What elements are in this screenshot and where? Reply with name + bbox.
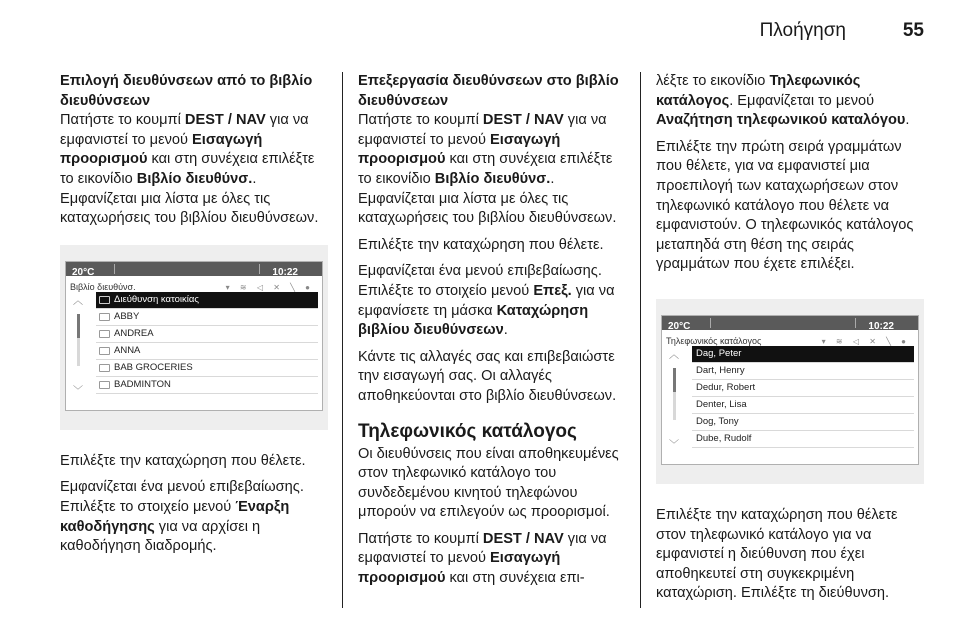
bold-text: Βιβλίο διευθύνσ. bbox=[434, 170, 551, 187]
temperature: 20°C bbox=[72, 266, 95, 278]
paragraph: Επιλέξτε την πρώτη σειρά γραμμάτων που θέλετε, για να εμφανιστεί μια προεπιλογή των καταχωρήσεων στον τηλεφωνικό κατάλογο που θέλετε να εμφανιστούν. Ο τηλεφωνικός κατάλογος μεταπηδά στη θέση της σειράς γραμμάτων που έχετε επιλέξει. bbox=[656, 138, 914, 273]
text: Εμφανίζεται ένα μενού επιβεβαίωσης. Επιλέξτε το στοιχείο μενού bbox=[60, 479, 304, 515]
paragraph bbox=[656, 72, 926, 131]
list-item[interactable]: ANNA bbox=[96, 343, 318, 360]
text: και στη συνέχεια επι- bbox=[445, 570, 585, 587]
list-item[interactable]: ANDREA bbox=[96, 326, 318, 343]
paragraph: Κάντε τις αλλαγές σας και επιβεβαιώστε την εισαγωγή σας. Οι αλλαγές αποθηκεύονται στο βιβλίο διευθύνσεων. bbox=[358, 348, 617, 404]
paragraph: Επιλέξτε την καταχώρηση που θέλετε. bbox=[60, 452, 306, 469]
contact-icon bbox=[99, 364, 110, 372]
bold-text: Έναρξη καθοδήγησης bbox=[60, 498, 290, 535]
contact-icon bbox=[99, 313, 110, 321]
list-item[interactable]: BADMINTON bbox=[96, 377, 318, 394]
home-icon bbox=[99, 296, 110, 304]
chevron-up-icon[interactable]: ︿ bbox=[73, 295, 83, 307]
status-icons: ▾ ≋ ◁ ✕ ╲ ● bbox=[225, 282, 314, 292]
text: . Εμφανίζεται μια λίστα με όλες τις καταχωρήσεις του βιβλίου διευθύνσεων. bbox=[358, 170, 617, 227]
display bbox=[661, 315, 919, 465]
text: και στη συνέχεια επιλέξτε το εικονίδιο bbox=[60, 151, 315, 187]
column-1 bbox=[60, 72, 328, 564]
paragraph: Επιλέξτε την καταχώρηση που θέλετε στον τηλεφωνικό κατάλογο για να εμφανιστεί η διεύθυνση που έχει αποθηκευτεί στη συγκεκριμένη καταχώριση. Επιλέξτε τη διεύθυνση. bbox=[656, 506, 898, 602]
text: και στη συνέχεια επιλέξτε το εικονίδιο bbox=[358, 151, 613, 187]
paragraph bbox=[358, 111, 626, 229]
address-list bbox=[96, 292, 318, 394]
text: . Εμφανίζεται το μενού bbox=[729, 92, 875, 109]
paragraph bbox=[60, 111, 328, 229]
display bbox=[65, 261, 323, 411]
scrollbar-thumb[interactable] bbox=[673, 368, 676, 392]
scrollbar-thumb[interactable] bbox=[77, 314, 80, 338]
status-icons: ▾ ≋ ◁ ✕ ╲ ● bbox=[821, 336, 910, 346]
contact-icon bbox=[99, 347, 110, 355]
separator bbox=[114, 264, 115, 274]
page-header bbox=[0, 0, 960, 58]
subheading: Επεξεργασία διευθύνσεων στο βιβλίο διευθύνσεων bbox=[358, 73, 619, 109]
list-item[interactable]: Διεύθυνση κατοικίας bbox=[96, 292, 318, 309]
separator bbox=[259, 264, 260, 274]
bold-text: Εισαγωγή προορισμού bbox=[358, 550, 561, 587]
bold-text: DEST / NAV bbox=[184, 112, 266, 129]
bold-text: Τηλεφωνικός κατάλογος bbox=[656, 73, 861, 109]
text: για να εμφανιστεί το μενού bbox=[358, 530, 607, 567]
column-divider bbox=[640, 72, 641, 608]
chevron-down-icon[interactable]: ﹀ bbox=[73, 386, 83, 398]
text: λέξτε το εικονίδιο bbox=[656, 73, 770, 89]
column-3 bbox=[656, 72, 926, 611]
screenshot-phone-book bbox=[656, 299, 924, 484]
list-item[interactable]: Dart, Henry bbox=[692, 363, 914, 380]
clock: 10:22 bbox=[272, 266, 298, 278]
status-bar bbox=[662, 316, 918, 330]
paragraph: Επιλέξτε την καταχώρηση που θέλετε. bbox=[358, 236, 604, 253]
list-item[interactable]: Dube, Rudolf bbox=[692, 431, 914, 448]
display-title: Τηλεφωνικός κατάλογος bbox=[666, 335, 762, 346]
bold-text: DEST / NAV bbox=[482, 112, 564, 129]
bold-text: Καταχώρηση βιβλίου διευθύνσεων bbox=[358, 302, 589, 339]
text: για να εμφανιστεί το μενού bbox=[358, 112, 607, 148]
status-bar bbox=[66, 262, 322, 276]
display-title: Βιβλίο διευθύνσ. bbox=[70, 281, 136, 292]
contact-icon bbox=[99, 330, 110, 338]
separator bbox=[855, 318, 856, 328]
list-item[interactable]: BAB GROCERIES bbox=[96, 360, 318, 377]
column-2 bbox=[358, 72, 626, 596]
text: . bbox=[503, 322, 508, 339]
text: . bbox=[905, 112, 910, 129]
page-number: 55 bbox=[902, 20, 924, 41]
text: Πατήστε το κουμπί bbox=[60, 112, 185, 129]
list-item[interactable]: Dedur, Robert bbox=[692, 380, 914, 397]
column-divider bbox=[342, 72, 343, 608]
temperature: 20°C bbox=[668, 320, 691, 332]
screenshot-address-book bbox=[60, 245, 328, 430]
paragraph bbox=[60, 478, 328, 556]
text: Πατήστε το κουμπί bbox=[358, 530, 483, 547]
bold-text: Εισαγωγή προορισμού bbox=[358, 131, 561, 168]
paragraph bbox=[358, 262, 626, 340]
bold-text: Εισαγωγή προορισμού bbox=[60, 131, 263, 168]
separator bbox=[710, 318, 711, 328]
text: για να εμφανίσετε τη μάσκα bbox=[358, 282, 615, 319]
chevron-down-icon[interactable]: ﹀ bbox=[669, 440, 679, 452]
contact-icon bbox=[99, 381, 110, 389]
list-item[interactable]: Dog, Tony bbox=[692, 414, 914, 431]
contact-list bbox=[692, 346, 914, 448]
list-item[interactable]: ABBY bbox=[96, 309, 318, 326]
bold-text: DEST / NAV bbox=[482, 530, 564, 547]
text: . Εμφανίζεται μια λίστα με όλες τις καταχωρήσεις του βιβλίου διευθύνσεων. bbox=[60, 170, 319, 227]
paragraph bbox=[358, 530, 626, 589]
bold-text: Επεξ. bbox=[533, 282, 572, 299]
subheading: Επιλογή διευθύνσεων από το βιβλίο διευθύνσεων bbox=[60, 73, 313, 109]
text: για να αρχίσει η καθοδήγηση διαδρομής. bbox=[60, 518, 261, 555]
text: για να εμφανιστεί το μενού bbox=[60, 112, 309, 148]
bold-text: Βιβλίο διευθύνσ. bbox=[136, 170, 253, 187]
text: Εμφανίζεται ένα μενού επιβεβαίωσης. Επιλέξτε το στοιχείο μενού bbox=[358, 263, 602, 299]
text: Πατήστε το κουμπί bbox=[358, 112, 483, 129]
chevron-up-icon[interactable]: ︿ bbox=[669, 349, 679, 361]
bold-text: Αναζήτηση τηλεφωνικού καταλόγου bbox=[656, 112, 906, 129]
header-title: Πλοήγηση bbox=[759, 20, 846, 41]
list-item[interactable]: Denter, Lisa bbox=[692, 397, 914, 414]
section-title: Τηλεφωνικός κατάλογος bbox=[358, 420, 577, 442]
list-item[interactable]: Dag, Peter bbox=[692, 346, 914, 363]
clock: 10:22 bbox=[868, 320, 894, 332]
paragraph: Οι διευθύνσεις που είναι αποθηκευμένες στον τηλεφωνικό κατάλογο του συνδεδεμένου κινητού τηλεφώνου μπορούν να επιλεγούν ως προορισμοί. bbox=[358, 445, 619, 521]
